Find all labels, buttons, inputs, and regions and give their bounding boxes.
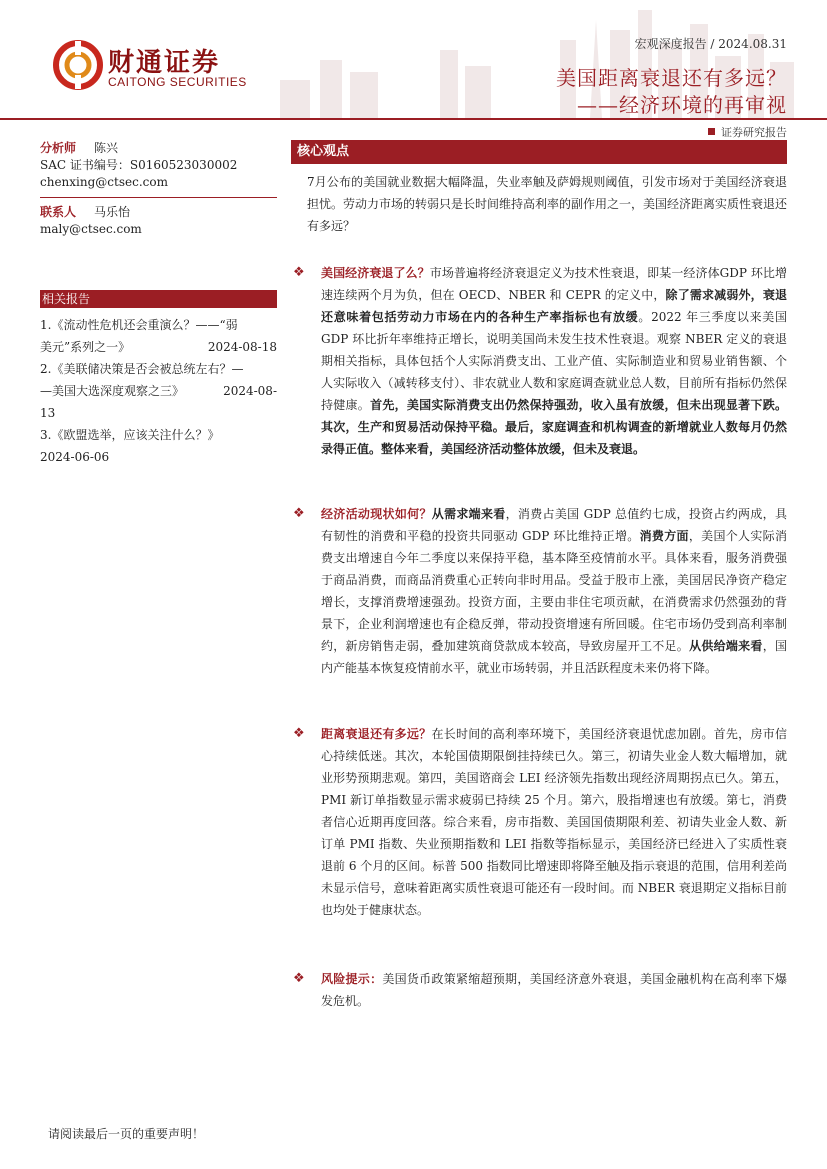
bold-run: 首先，美国实际消费支出仍然保持强劲，收入虽有放缓，但未出现显著下跌。其次，生产和贸易活动保持平稳。最后，家庭调查和机构调查的新增就业人数每月仍然录得正值。整体来看，美国经济活动整体放缓，但未及衰退。: [321, 398, 787, 456]
point-distance-text: [321, 723, 787, 921]
text-run: ，消费占美国 GDP 总值约七成，投资占约两成，具有韧性的消费和平稳的投资共同驱动 GDP 环比维持正增。: [321, 507, 787, 543]
diamond-bullet-icon: ❖: [293, 971, 305, 986]
doc-type-label: [708, 124, 787, 140]
analyst-email[interactable]: chenxing@ctsec.com: [40, 175, 168, 189]
related-report-2-date: 2024-08-: [223, 384, 277, 398]
analyst-name: 陈兴: [94, 141, 119, 155]
bold-run: 除了需求减弱外，衰退还意味着包括劳动力市场在内的各种生产率指标也有放缓: [321, 288, 787, 324]
related-reports-title: 相关报告: [40, 290, 277, 308]
point-recession-heading: 美国经济衰退了么？: [321, 266, 430, 280]
point-recession-text: [321, 262, 787, 460]
point-activity: [291, 503, 787, 679]
point-distance: [291, 723, 787, 921]
text-run: 在长时间的高利率环境下，美国经济衰退忧虑加剧。首先，房市信心持续低迷。其次，本轮国债期限倒挂持续已久。第三，初请失业金人数大幅增加，就业形势预期悲观。第四，美国谘商会 LEI 经济领先指数出现经济周期拐点已久。第五，PMI 新订单指数显示需求疲弱已持续 25 个月。第六，股指增速也有放缓。第七，消费者信心近期再度回落。综合来看，房市指数、美国国债期限利差、初请失业金人数、新订单 PMI 指数、失业预期指数和 LEI 指数等指标显示，美国经济已经进入了实质性衰退前 6 个月的区间。标普 500 指数同比增速即将降至触及指示衰退的范围，信用利差尚未显示信号，意味着距离实质性衰退可能还有一段时间。而 NBER 衰退期定义指标目前也均处于健康状态。: [321, 727, 787, 917]
related-report-1-date: 2024-08-18: [207, 340, 277, 354]
related-report-2[interactable]: [40, 358, 277, 424]
contact-row: [40, 204, 277, 221]
brand-name-en: CAITONG SECURITIES: [108, 75, 247, 89]
related-report-3-line1: 3.《欧盟选举，应该关注什么？》: [40, 428, 220, 442]
text-run: ，美国个人实际消费支出增速自今年二季度以来保持平稳，基本降至疫情前水平。具体来看，服务消费强于商品消费，而商品消费重心正转向非时用品。受益于股市上涨，美国居民净资产稳定增长，支撑消费增速强劲。投资方面，主要由非住宅项贡献，在消费需求仍然强劲的背景下，企业利润增速也有企稳反弹，带动投资增速有所回暖。住宅市场仍受到高利率制约，新房销售走弱，叠加建筑商贷款成本较高，导致房屋开工不足。: [321, 529, 787, 653]
doc-type-text: 证券研究报告: [721, 126, 787, 139]
report-subtitle: ——经济环境的再审视: [577, 93, 787, 117]
point-risk: [291, 968, 787, 1012]
text-run: ，国内产能基本恢复疫情前水平，就业市场转弱，并且活跃程度未来仍将下降。: [321, 639, 787, 675]
brand-name-cn: 财通证券: [108, 48, 221, 78]
point-activity-heading: 经济活动现状如何？: [321, 507, 432, 521]
analyst-row: [40, 140, 277, 157]
contact-role: 联系人: [40, 205, 77, 219]
report-date: / 2024.08.31: [710, 37, 787, 51]
diamond-bullet-icon: ❖: [293, 265, 305, 280]
related-reports-list: [40, 314, 277, 468]
square-bullet-icon: [708, 128, 715, 135]
sidebar-divider: [40, 197, 277, 198]
contact-email[interactable]: maly@ctsec.com: [40, 222, 142, 236]
point-risk-heading: 风险提示：: [321, 972, 383, 986]
report-meta: [635, 35, 787, 52]
report-title: 美国距离衰退还有多远？: [556, 66, 787, 90]
diamond-bullet-icon: ❖: [293, 506, 305, 521]
analyst-info: [40, 140, 277, 238]
bold-run: 从供给端来看: [689, 639, 763, 653]
report-type: 宏观深度报告: [634, 37, 707, 51]
bold-run: 消费方面: [639, 529, 689, 543]
point-distance-heading: 距离衰退还有多远？: [321, 727, 432, 741]
text-run: 市场普遍将经济衰退定义为技术性衰退，即某一经济体GDP 环比增速连续两个月为负，但在 OECD、NBER 和 CEPR 的定义中，: [321, 266, 787, 302]
bold-run: 从需求端来看: [431, 507, 506, 521]
point-recession: [291, 262, 787, 460]
analyst-sac: SAC 证书编号：S0160523030002: [40, 158, 238, 172]
contact-name: 马乐怡: [94, 205, 131, 219]
related-report-1-line2: [40, 336, 277, 358]
related-report-3[interactable]: [40, 424, 277, 468]
related-report-1-line1: 1.《流动性危机还会重演么？——“弱: [40, 318, 238, 332]
caitong-logo-icon: [52, 39, 104, 91]
analyst-role: 分析师: [40, 141, 77, 155]
related-report-3-date: 2024-06-06: [40, 450, 110, 464]
related-report-2-line1: 2.《美联储决策是否会被总统左右？—: [40, 362, 244, 376]
footer-disclaimer: 请阅读最后一页的重要声明！: [48, 1127, 205, 1141]
diamond-bullet-icon: ❖: [293, 726, 305, 741]
point-risk-text: [321, 968, 787, 1012]
text-run: 美国货币政策紧缩超预期，美国经济意外衰退，美国金融机构在高利率下爆发危机。: [321, 972, 787, 1008]
header-divider: [0, 118, 827, 120]
text-run: 。2022 年三季度以来美国 GDP 环比折年率维持正增长，说明美国尚未发生技术性衰退。观察 NBER 定义的衰退期相关指标，具体包括个人实际消费支出、工业产值、实际制造业和贸易业销售额、个人实际收入（减转移支付）、非农就业人数和家庭调查就业总人数，目前所有指标仍然保持健康。: [321, 310, 787, 412]
point-activity-text: [321, 503, 787, 679]
core-intro: 7月公布的美国就业数据大幅降温，失业率触及萨姆规则阈值，引发市场对于美国经济衰退担忧。劳动力市场的转弱只是长时间维持高利率的副作用之一，美国经济距离实质性衰退还有多远？: [307, 175, 788, 233]
related-report-1-title-end: 美元”系列之一》: [40, 340, 131, 354]
related-report-2-line2: [40, 380, 277, 402]
related-report-1[interactable]: [40, 314, 277, 358]
related-report-2-title-end: —美国大选深度观察之三》: [40, 384, 185, 398]
related-report-2-date-end: 13: [40, 406, 56, 420]
core-views-title: 核心观点: [291, 140, 787, 164]
